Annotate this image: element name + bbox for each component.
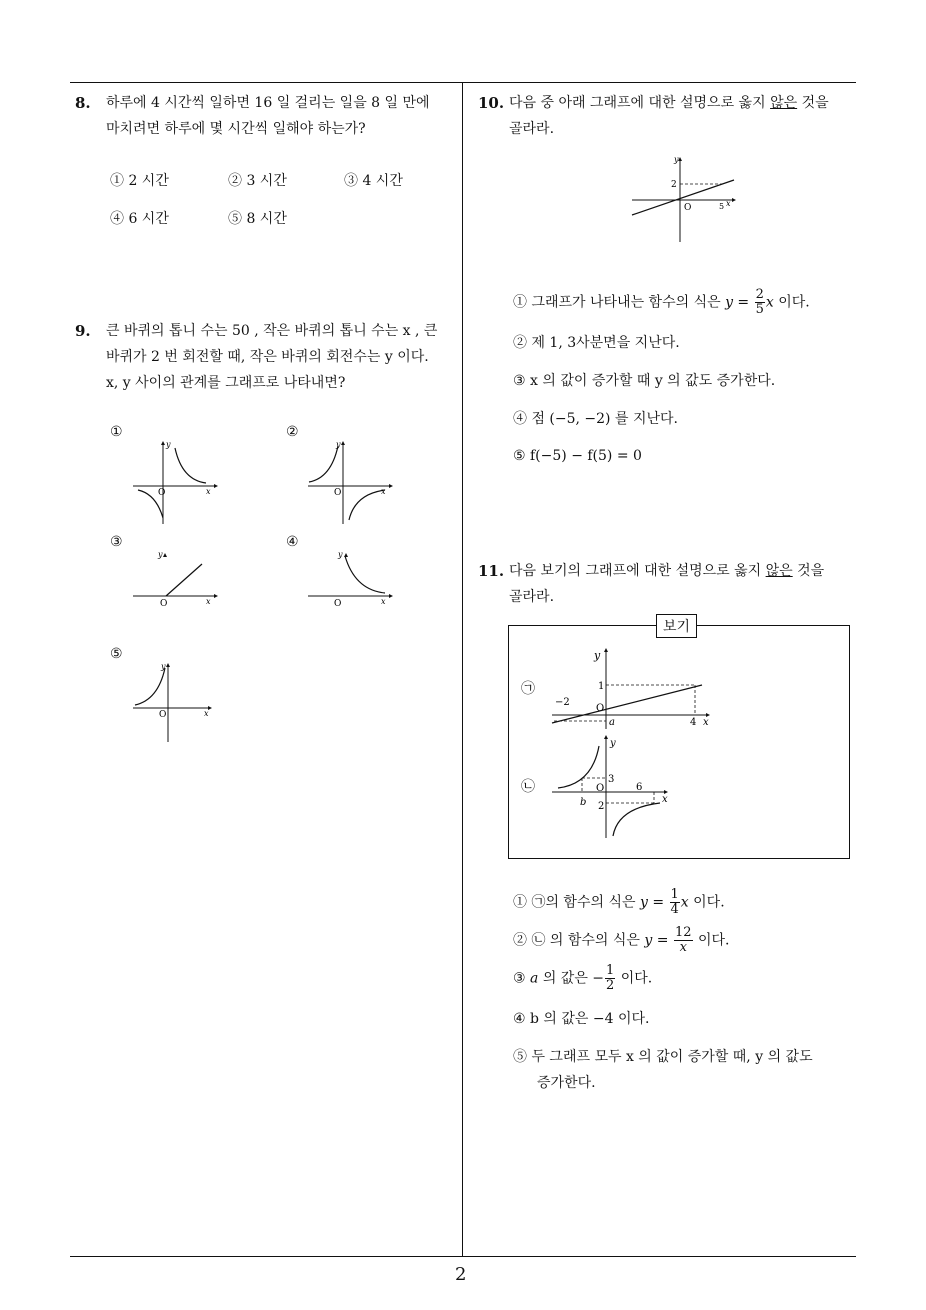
- q10-text-underline: 않은: [770, 95, 798, 111]
- q10-opt1-y: y: [725, 294, 733, 311]
- q9-opt5-y: y: [161, 662, 166, 671]
- q10-graph-x: x: [726, 199, 731, 208]
- q11-option-5-line1[interactable]: ⑤ 두 그래프 모두 x 의 값이 증가할 때, y 의 값도: [513, 1049, 813, 1065]
- q10-number: 10.: [478, 94, 505, 112]
- q10-graph: [628, 152, 744, 246]
- q9-option-1-mark[interactable]: ①: [110, 424, 123, 440]
- q8-option-1[interactable]: ① 2 시간: [110, 173, 169, 189]
- q10-opt1-x: x: [765, 294, 774, 311]
- q10-option-5[interactable]: ⑤ f(−5) − f(5) = 0: [513, 448, 642, 464]
- q9-opt1-y: y: [166, 440, 171, 449]
- q11-opt1-den: 4: [670, 902, 679, 917]
- bogi-a-a: a: [609, 717, 615, 728]
- q11-text-post: 것을: [792, 563, 825, 579]
- bogi-mark-a: ㉠: [521, 681, 535, 697]
- q11-opt3-a: a: [530, 970, 539, 987]
- bottom-rule: [70, 1256, 856, 1257]
- bogi-b-three: 3: [608, 774, 615, 785]
- q11-opt1-post: 이다.: [688, 894, 725, 911]
- q11-opt2-den: x: [679, 940, 687, 955]
- q10-opt1-eq: =: [732, 294, 754, 311]
- q11-opt2-y: y: [644, 932, 653, 949]
- q10-graph-y: y: [674, 155, 679, 164]
- bogi-a-one: 1: [598, 681, 605, 692]
- q11-option-5-line2[interactable]: 증가한다.: [537, 1075, 596, 1091]
- q11-opt1-fraction: [670, 888, 680, 917]
- q10-opt1-post: 이다.: [773, 294, 810, 311]
- q9-number: 9.: [75, 322, 91, 340]
- q9-opt5-x: x: [204, 709, 209, 718]
- q10-option-4[interactable]: ④ 점 (−5, −2) 를 지난다.: [513, 411, 678, 427]
- q10-option-1[interactable]: [513, 288, 810, 317]
- q9-opt5-origin: O: [159, 710, 167, 720]
- q10-graph-ytick: 2: [671, 180, 677, 190]
- q9-option-3-graph[interactable]: [130, 548, 220, 613]
- q9-text-line2: 바퀴가 2 번 회전할 때, 작은 바퀴의 회전수는 y 이다.: [106, 349, 429, 365]
- q9-opt3-origin: O: [160, 599, 168, 609]
- q10-option-2[interactable]: ② 제 1, 3사분면을 지난다.: [513, 335, 680, 351]
- q10-option-3[interactable]: ③ x 의 값이 증가할 때 y 의 값도 증가한다.: [513, 373, 776, 389]
- q8-text-line1: 하루에 4 시간씩 일하면 16 일 걸리는 일을 8 일 만에: [106, 95, 430, 111]
- q9-option-2-graph[interactable]: [305, 438, 395, 528]
- q9-opt2-y: y: [336, 440, 341, 449]
- q10-opt1-num: 2: [755, 287, 764, 302]
- q11-opt3-mid: 의 값은 −: [538, 970, 605, 987]
- q9-opt3-x: x: [206, 597, 211, 606]
- bogi-mark-b: ㉡: [521, 779, 535, 795]
- q11-text-underline: 않은: [765, 563, 793, 579]
- q11-opt2-post: 이다.: [693, 932, 730, 949]
- q10-text-pre: 다음 중 아래 그래프에 대한 설명으로 옳지: [509, 95, 771, 111]
- q10-opt1-pre: ① 그래프가 나타내는 함수의 식은: [513, 294, 726, 311]
- q11-option-2[interactable]: [513, 926, 729, 955]
- q11-opt2-fraction: [674, 926, 693, 955]
- q9-option-5-mark[interactable]: ⑤: [110, 646, 123, 662]
- q9-option-4-mark[interactable]: ④: [286, 534, 299, 550]
- q9-option-3-mark[interactable]: ③: [110, 534, 123, 550]
- q9-opt2-x: x: [381, 487, 386, 496]
- q11-text-line1: [509, 558, 824, 584]
- q8-text-line2: 마치려면 하루에 몇 시간씩 일해야 하는가?: [106, 121, 366, 137]
- top-rule: [70, 82, 856, 83]
- q10-opt1-fraction: [755, 288, 765, 317]
- q11-text-line2: 골라라.: [509, 589, 555, 605]
- q11-option-1[interactable]: [513, 888, 725, 917]
- q9-option-1-graph[interactable]: [130, 438, 220, 528]
- q10-text-post: 것을: [797, 95, 829, 111]
- q9-opt4-y: y: [338, 550, 343, 559]
- bogi-graph-a: [548, 645, 718, 730]
- q8-option-2[interactable]: ② 3 시간: [228, 173, 287, 189]
- bogi-a-four: 4: [690, 717, 697, 728]
- q11-opt1-pre: ① ㉠의 함수의 식은: [513, 894, 640, 911]
- q11-number: 11.: [478, 562, 505, 580]
- q11-opt1-eq: =: [647, 894, 669, 911]
- bogi-a-minus2: −2: [555, 697, 570, 708]
- q9-opt3-y: y: [158, 550, 163, 559]
- q9-option-4-graph[interactable]: [305, 548, 395, 613]
- q10-graph-xtick: 5: [719, 202, 725, 211]
- q9-opt4-x: x: [381, 597, 386, 606]
- q11-opt2-pre: ② ㉡ 의 함수의 식은: [513, 932, 645, 949]
- q10-opt1-den: 5: [755, 302, 764, 317]
- q9-option-2-mark[interactable]: ②: [286, 424, 299, 440]
- q11-option-4[interactable]: ④ b 의 값은 −4 이다.: [513, 1011, 650, 1027]
- q9-text-line1: 큰 바퀴의 톱니 수는 50 , 작은 바퀴의 톱니 수는 x , 큰: [106, 323, 438, 339]
- q10-text-line2: 골라라.: [509, 121, 555, 137]
- q11-opt1-y: y: [639, 894, 648, 911]
- q9-text-line3: x, y 사이의 관계를 그래프로 나타내면?: [106, 375, 346, 391]
- bogi-a-y: y: [594, 649, 601, 662]
- q10-graph-origin: O: [684, 203, 692, 213]
- bogi-b-x: x: [662, 794, 668, 805]
- q11-opt3-fraction: [605, 964, 615, 993]
- q8-option-4[interactable]: ④ 6 시간: [110, 211, 169, 227]
- q11-opt3-num: 1: [606, 963, 615, 978]
- q9-option-5-graph[interactable]: [130, 660, 220, 745]
- q10-text-line1: [509, 90, 829, 116]
- bogi-title: 보기: [656, 614, 697, 638]
- q11-opt3-pre: ③: [513, 970, 531, 987]
- bogi-b-b: b: [580, 797, 587, 808]
- q11-opt2-eq: =: [652, 932, 673, 949]
- bogi-b-origin: O: [596, 783, 605, 794]
- q9-opt4-origin: O: [334, 599, 342, 609]
- bogi-graph-b: [548, 732, 678, 842]
- q11-opt1-num: 1: [670, 887, 679, 902]
- bogi-b-y: y: [610, 738, 616, 749]
- q11-opt1-x: x: [680, 894, 689, 911]
- q11-opt3-den: 2: [606, 978, 615, 993]
- bogi-b-six: 6: [636, 782, 643, 793]
- q9-opt2-origin: O: [334, 488, 342, 498]
- q8-option-5[interactable]: ⑤ 8 시간: [228, 211, 287, 227]
- q11-opt2-num: 12: [674, 925, 692, 940]
- bogi-a-origin: O: [596, 703, 605, 714]
- q11-text-pre: 다음 보기의 그래프에 대한 설명으로 옳지: [509, 563, 766, 579]
- q11-option-3[interactable]: [513, 964, 652, 993]
- bogi-b-two: 2: [598, 801, 605, 812]
- column-divider: [462, 82, 463, 1257]
- page-number: 2: [455, 1264, 467, 1285]
- q8-option-3[interactable]: ③ 4 시간: [344, 173, 403, 189]
- q8-number: 8.: [75, 94, 91, 112]
- q9-opt1-origin: O: [158, 488, 166, 498]
- bogi-a-x: x: [703, 717, 709, 728]
- q9-opt1-x: x: [206, 487, 211, 496]
- q11-opt3-post: 이다.: [616, 970, 653, 987]
